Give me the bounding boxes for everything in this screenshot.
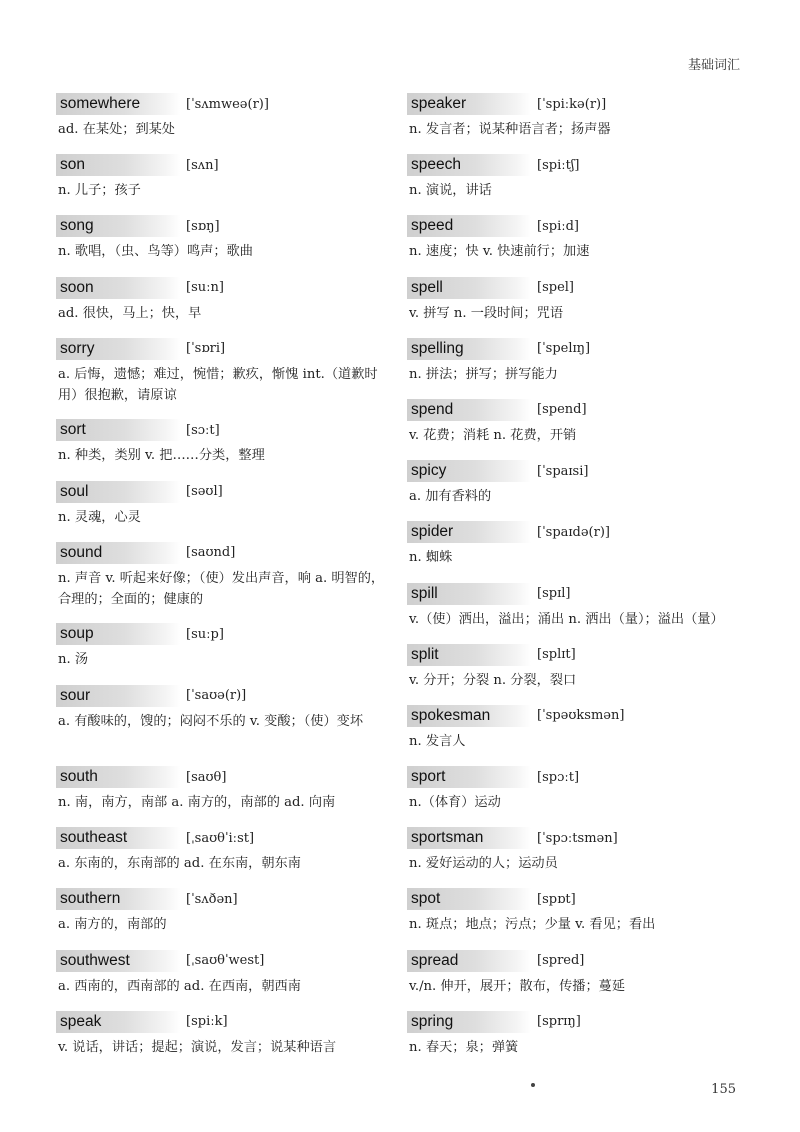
entry-southwest <box>56 949 386 1010</box>
pronunciation: [sprɪŋ] <box>537 1014 581 1030</box>
headword: soup <box>56 623 180 645</box>
definition: n. 种类，类别 v. 把……分类，整理 <box>58 448 265 464</box>
entry-spider <box>407 520 737 581</box>
headword: song <box>56 215 180 237</box>
entry-spend <box>407 398 737 459</box>
pronunciation: [ˈsaʊə(r)] <box>186 688 247 703</box>
pronunciation: [ˈspaɪsi] <box>537 463 589 479</box>
headword: sound <box>56 542 180 564</box>
entry-split <box>407 643 737 704</box>
pronunciation: [ˈsɒri] <box>186 341 226 357</box>
definition: n. 蜘蛛 <box>409 550 453 566</box>
pronunciation: [ˌsaʊθˈwest] <box>186 953 265 969</box>
entry-southeast <box>56 826 386 887</box>
headword: somewhere <box>56 93 180 115</box>
definition: n. 爱好运动的人；运动员 <box>409 856 558 872</box>
pronunciation: [sɒŋ] <box>186 218 220 234</box>
pronunciation: [saʊθ] <box>186 769 227 785</box>
pronunciation: [ˌsaʊθˈiːst] <box>186 830 255 846</box>
entry-soul <box>56 480 386 541</box>
pronunciation: [suːn] <box>186 280 224 296</box>
headword: southern <box>56 888 180 910</box>
headword: son <box>56 154 180 176</box>
definition: n. 斑点；地点；污点；少量 v. 看见；看出 <box>409 917 656 933</box>
entry-speak <box>56 1010 386 1071</box>
headword: soon <box>56 277 180 299</box>
pronunciation: [sʌn] <box>186 157 219 173</box>
headword: spread <box>407 950 531 972</box>
headword: sportsman <box>407 827 531 849</box>
entry-spokesman <box>407 704 737 765</box>
right-column <box>407 92 737 1071</box>
headword: spot <box>407 888 531 910</box>
entry-spot <box>407 887 737 948</box>
headword: spend <box>407 399 531 421</box>
definition: a. 西南的，西南部的 ad. 在西南，朝西南 <box>58 978 301 994</box>
definition: n. 拼法；拼写；拼写能力 <box>409 366 558 382</box>
definition: v./n. 伸开，展开；散布，传播；蔓延 <box>409 978 626 994</box>
entry-soup <box>56 622 386 683</box>
pronunciation: [səʊl] <box>186 484 223 500</box>
pronunciation: [spiːd] <box>537 218 579 234</box>
headword: sport <box>407 766 531 788</box>
definition: n. 发言者；说某种语言者；扬声器 <box>409 122 611 137</box>
headword: speech <box>407 154 531 176</box>
pronunciation: [ˈspəʊksmən] <box>537 708 625 724</box>
pronunciation: [ˈsʌmweə(r)] <box>186 96 269 112</box>
entry-spread <box>407 949 737 1010</box>
pronunciation: [spiːtʃ] <box>537 157 580 173</box>
pronunciation: [spred] <box>537 953 585 969</box>
headword: spring <box>407 1011 531 1033</box>
definition: n. 声音 v. 听起来好像；（使）发出声音，响 a. 明智的，合理的；全面的；健康的 <box>58 570 385 607</box>
definition: a. 加有香料的 <box>409 489 492 505</box>
definition: n. 演说，讲话 <box>409 183 492 199</box>
pronunciation: [spɒt] <box>537 891 576 907</box>
pronunciation: [ˈspaɪdə(r)] <box>537 524 610 540</box>
entry-song <box>56 214 386 275</box>
entry-spill <box>407 582 737 643</box>
definition: n. 春天；泉；弹簧 <box>409 1039 519 1055</box>
entry-somewhere <box>56 92 386 153</box>
entry-sportsman <box>407 826 737 887</box>
headword: spill <box>407 583 531 605</box>
definition: a. 有酸味的，馊的；闷闷不乐的 v. 变酸；（使）变坏 <box>58 713 364 729</box>
headword: speed <box>407 215 531 237</box>
definition: a. 后悔，遗憾；难过，惋惜；歉疚，惭愧 int.（道歉时用）很抱歉，请原谅 <box>58 366 378 403</box>
entry-sound <box>56 541 386 623</box>
definition: n. 儿子；孩子 <box>58 183 141 199</box>
entry-sorry <box>56 337 386 419</box>
headword: south <box>56 766 180 788</box>
entry-speech <box>407 153 737 214</box>
pronunciation: [saʊnd] <box>186 545 236 561</box>
headword: spell <box>407 277 531 299</box>
pronunciation: [spel] <box>537 280 574 296</box>
entry-spelling <box>407 337 737 398</box>
definition: v.（使）洒出，溢出；涌出 n. 洒出（量）；溢出（量） <box>409 611 724 627</box>
definition: a. 南方的，南部的 <box>58 917 167 933</box>
left-column <box>56 92 386 1071</box>
headword: soul <box>56 481 180 503</box>
pronunciation: [ˈsʌðən] <box>186 891 238 907</box>
definition: v. 花费；消耗 n. 花费，开销 <box>409 427 577 443</box>
entry-southern <box>56 887 386 948</box>
definition: n. 歌唱，（虫、鸟等）鸣声；歌曲 <box>58 244 253 260</box>
definition: n. 汤 <box>58 652 89 668</box>
headword: sour <box>56 685 180 707</box>
pronunciation: [spend] <box>537 402 587 418</box>
pronunciation: [ˈspelɪŋ] <box>537 341 591 357</box>
center-dot-mark <box>531 1083 535 1087</box>
definition: v. 分开；分裂 n. 分裂，裂口 <box>409 672 577 688</box>
pronunciation: [spɪl] <box>537 586 571 601</box>
pronunciation: [suːp] <box>186 626 224 642</box>
headword: split <box>407 644 531 666</box>
headword: spider <box>407 521 531 543</box>
page-header-title: 基础词汇 <box>687 58 740 73</box>
headword: spicy <box>407 460 531 482</box>
headword: southwest <box>56 950 180 972</box>
entry-soon <box>56 276 386 337</box>
pronunciation: [spiːk] <box>186 1014 228 1030</box>
entry-spell <box>407 276 737 337</box>
pronunciation: [splɪt] <box>537 647 576 663</box>
entry-sort <box>56 418 386 479</box>
entry-south <box>56 765 386 826</box>
definition: n.（体育）运动 <box>409 795 501 811</box>
pronunciation: [ˈspiːkə(r)] <box>537 96 607 112</box>
definition: v. 拼写 n. 一段时间；咒语 <box>409 305 564 321</box>
headword: speaker <box>407 93 531 115</box>
entry-sport <box>407 765 737 826</box>
definition: n. 南，南方，南部 a. 南方的，南部的 ad. 向南 <box>58 795 336 811</box>
entry-spring <box>407 1010 737 1071</box>
headword: southeast <box>56 827 180 849</box>
entry-speed <box>407 214 737 275</box>
page-number: 155 <box>711 1082 736 1097</box>
pronunciation: [ˈspɔːtsmən] <box>537 830 618 846</box>
definition: n. 发言人 <box>409 733 466 749</box>
definition: n. 速度；快 v. 快速前行；加速 <box>409 244 590 260</box>
entry-sour <box>56 684 386 766</box>
headword: spokesman <box>407 705 531 727</box>
pronunciation: [spɔːt] <box>537 769 580 785</box>
entry-spicy <box>407 459 737 520</box>
entry-speaker <box>407 92 737 153</box>
definition: v. 说话，讲话；提起；演说，发言；说某种语言 <box>58 1039 337 1055</box>
definition: ad. 很快，马上；快，早 <box>58 305 202 321</box>
headword: sort <box>56 419 180 441</box>
headword: spelling <box>407 338 531 360</box>
definition: ad. 在某处；到某处 <box>58 122 175 137</box>
headword: speak <box>56 1011 180 1033</box>
pronunciation: [sɔːt] <box>186 422 220 438</box>
entry-son <box>56 153 386 214</box>
headword: sorry <box>56 338 180 360</box>
definition: a. 东南的，东南部的 ad. 在东南，朝东南 <box>58 856 301 872</box>
definition: n. 灵魂，心灵 <box>58 509 141 525</box>
